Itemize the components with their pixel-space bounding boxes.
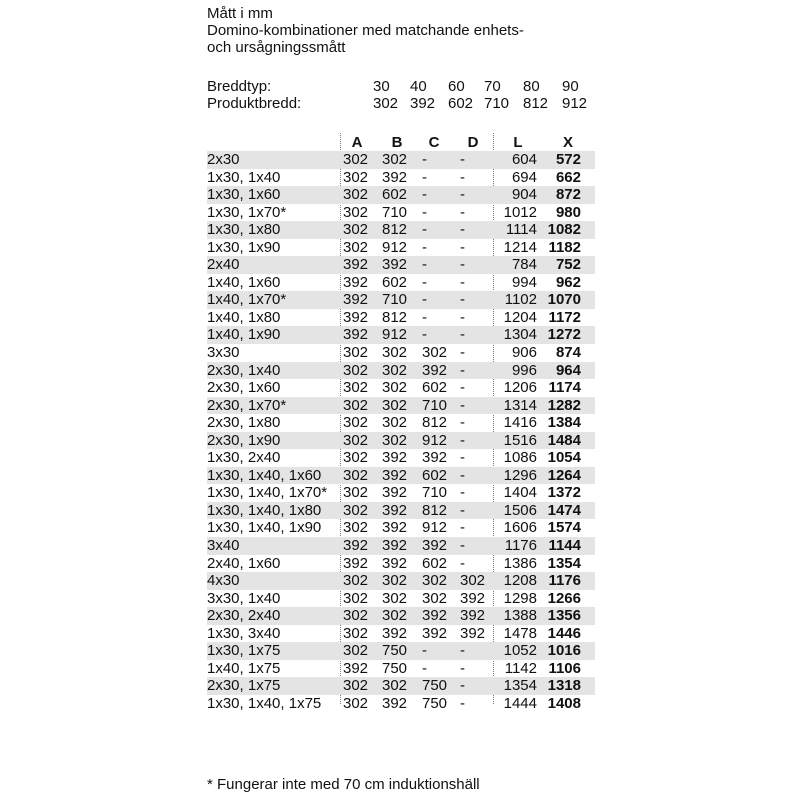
- table-row: [207, 291, 595, 309]
- cell-b: 302: [382, 431, 408, 449]
- cell-a: 392: [343, 537, 369, 555]
- cell-c: -: [422, 186, 427, 204]
- cell-x: 1082: [547, 221, 581, 239]
- width-type-value: 60: [448, 78, 465, 95]
- cell-b: 302: [382, 361, 408, 379]
- cell-c: 602: [422, 466, 448, 484]
- cell-d: 392: [460, 607, 486, 625]
- cell-x: 1474: [547, 501, 581, 519]
- cell-l: 1086: [503, 449, 537, 467]
- header-b: B: [391, 134, 403, 151]
- cell-d: -: [460, 238, 465, 256]
- cell-b: 392: [382, 624, 408, 642]
- cell-name: 1x30, 1x40, 1x80: [207, 501, 322, 519]
- cell-name: 3x30, 1x40: [207, 589, 281, 607]
- cell-l: 1102: [504, 291, 537, 309]
- cell-name: 2x30, 1x90: [207, 431, 281, 449]
- cell-a: 302: [343, 414, 369, 432]
- product-width-value: 912: [562, 95, 588, 112]
- cell-l: 1478: [503, 624, 537, 642]
- cell-d: -: [460, 554, 465, 572]
- cell-d: -: [460, 519, 465, 537]
- cell-l: 1204: [503, 308, 537, 326]
- cell-a: 392: [343, 256, 369, 274]
- table-row: [207, 309, 595, 327]
- cell-l: 1176: [504, 537, 537, 555]
- table-row: [207, 221, 595, 239]
- cell-c: -: [422, 203, 427, 221]
- table-row: [207, 204, 595, 222]
- cell-c: -: [422, 273, 427, 291]
- cell-d: -: [460, 151, 465, 168]
- cell-a: 302: [343, 677, 369, 695]
- cell-c: 912: [422, 519, 448, 537]
- cell-x: 1372: [547, 484, 581, 502]
- cell-c: -: [422, 326, 427, 344]
- cell-d: -: [460, 379, 465, 397]
- cell-name: 1x30, 1x70*: [207, 203, 287, 221]
- product-width-value: 392: [410, 95, 436, 112]
- cell-b: 302: [382, 607, 408, 625]
- cell-l: 1052: [503, 642, 537, 660]
- cell-c: 392: [422, 537, 448, 555]
- table-row: [207, 484, 595, 502]
- cell-a: 392: [343, 326, 369, 344]
- cell-d: -: [460, 344, 465, 362]
- cell-d: -: [460, 396, 465, 414]
- cell-x: 752: [555, 256, 581, 274]
- cell-b: 750: [382, 659, 408, 677]
- cell-x: 1384: [547, 414, 581, 432]
- cell-c: 392: [422, 607, 448, 625]
- cell-l: 1386: [503, 554, 537, 572]
- cell-l: 1114: [505, 221, 537, 239]
- cell-a: 302: [343, 484, 369, 502]
- cell-c: 750: [422, 677, 448, 695]
- cell-x: 1016: [547, 642, 581, 660]
- table-row: [207, 572, 595, 590]
- cell-l: 1206: [503, 379, 537, 397]
- product-width-label: Produktbredd:: [207, 95, 302, 112]
- cell-l: 1314: [503, 396, 537, 414]
- cell-c: -: [422, 151, 427, 168]
- cell-l: 1388: [503, 607, 537, 625]
- cell-a: 392: [343, 659, 369, 677]
- cell-a: 302: [343, 624, 369, 642]
- cell-name: 2x40: [207, 256, 240, 274]
- cell-c: 602: [422, 554, 448, 572]
- width-summary: [207, 78, 607, 112]
- cell-d: -: [460, 186, 465, 204]
- product-width-row: [207, 95, 607, 112]
- cell-d: -: [460, 414, 465, 432]
- cell-name: 2x40, 1x60: [207, 554, 281, 572]
- cell-name: 1x30, 1x90: [207, 238, 281, 256]
- cell-name: 1x30, 2x40: [207, 449, 281, 467]
- product-width-value: 302: [373, 95, 399, 112]
- cell-name: 2x30, 1x75: [207, 677, 281, 695]
- cell-name: 4x30: [207, 572, 240, 590]
- cell-c: 392: [422, 361, 448, 379]
- cell-name: 2x30, 1x70*: [207, 396, 287, 414]
- table-row: [207, 625, 595, 643]
- cell-b: 750: [382, 642, 408, 660]
- cell-b: 302: [382, 151, 408, 168]
- cell-b: 302: [382, 572, 408, 590]
- cell-d: -: [460, 694, 465, 712]
- cell-c: 750: [422, 694, 448, 712]
- cell-x: 1182: [548, 238, 581, 256]
- table-row: [207, 677, 595, 695]
- units-note: Mått i mm: [207, 5, 273, 22]
- table-row: [207, 502, 595, 520]
- cell-name: 1x30, 1x40, 1x75: [207, 694, 322, 712]
- cell-name: 2x30, 1x60: [207, 379, 281, 397]
- cell-b: 912: [382, 326, 408, 344]
- cell-c: -: [422, 659, 427, 677]
- cell-b: 392: [382, 554, 408, 572]
- cell-l: 1208: [503, 572, 537, 590]
- cell-x: 572: [555, 151, 581, 168]
- combination-table: [207, 133, 595, 713]
- cell-c: 302: [422, 344, 448, 362]
- cell-b: 392: [382, 694, 408, 712]
- cell-l: 784: [511, 256, 537, 274]
- table-row: [207, 555, 595, 573]
- cell-a: 302: [343, 379, 369, 397]
- cell-x: 1446: [547, 624, 581, 642]
- cell-a: 302: [343, 361, 369, 379]
- table-row: [207, 449, 595, 467]
- table-row: [207, 326, 595, 344]
- cell-l: 1416: [503, 414, 537, 432]
- cell-c: 392: [422, 449, 448, 467]
- table-row: [207, 607, 595, 625]
- table-body: [207, 151, 595, 713]
- cell-a: 392: [343, 273, 369, 291]
- cell-x: 1176: [548, 572, 581, 590]
- cell-d: -: [460, 273, 465, 291]
- cell-a: 302: [343, 344, 369, 362]
- cell-x: 1070: [547, 291, 581, 309]
- cell-d: -: [460, 361, 465, 379]
- cell-a: 302: [343, 694, 369, 712]
- cell-d: -: [460, 326, 465, 344]
- cell-a: 302: [343, 572, 369, 590]
- cell-a: 392: [343, 308, 369, 326]
- cell-d: -: [460, 466, 465, 484]
- table-row: [207, 590, 595, 608]
- cell-name: 3x40: [207, 537, 240, 555]
- table-row: [207, 519, 595, 537]
- cell-c: -: [422, 291, 427, 309]
- cell-l: 1404: [503, 484, 537, 502]
- cell-name: 1x40, 1x70*: [207, 291, 287, 309]
- cell-c: 302: [422, 572, 448, 590]
- cell-l: 694: [511, 168, 537, 186]
- cell-b: 392: [382, 449, 408, 467]
- cell-c: 602: [422, 379, 448, 397]
- cell-l: 1296: [503, 466, 537, 484]
- cell-d: -: [460, 484, 465, 502]
- cell-a: 302: [343, 589, 369, 607]
- cell-l: 1516: [503, 431, 537, 449]
- cell-x: 1574: [547, 519, 581, 537]
- width-type-value: 70: [484, 78, 501, 95]
- cell-x: 1144: [548, 537, 581, 555]
- cell-c: -: [422, 221, 427, 239]
- cell-l: 1304: [503, 326, 537, 344]
- cell-name: 1x30, 1x80: [207, 221, 281, 239]
- table-row: [207, 256, 595, 274]
- width-type-value: 30: [373, 78, 390, 95]
- width-type-value: 40: [410, 78, 427, 95]
- cell-x: 980: [555, 203, 581, 221]
- table-header-row: [207, 133, 595, 151]
- table-row: [207, 537, 595, 555]
- cell-l: 996: [511, 361, 537, 379]
- cell-b: 302: [382, 396, 408, 414]
- cell-a: 302: [343, 186, 369, 204]
- header-c: C: [428, 134, 440, 151]
- cell-c: -: [422, 238, 427, 256]
- cell-name: 2x30, 1x80: [207, 414, 281, 432]
- cell-a: 302: [343, 168, 369, 186]
- cell-a: 302: [343, 431, 369, 449]
- description-line-1: Domino-kombinationer med matchande enhets-: [207, 22, 524, 39]
- cell-l: 1012: [503, 203, 537, 221]
- product-width-value: 812: [523, 95, 549, 112]
- cell-d: -: [460, 308, 465, 326]
- cell-b: 710: [382, 291, 408, 309]
- cell-x: 1272: [547, 326, 581, 344]
- cell-d: -: [460, 203, 465, 221]
- cell-name: 1x40, 1x90: [207, 326, 281, 344]
- cell-x: 1408: [547, 694, 581, 712]
- cell-b: 392: [382, 466, 408, 484]
- cell-c: -: [422, 256, 427, 274]
- cell-b: 602: [382, 273, 408, 291]
- width-type-label: Breddtyp:: [207, 78, 272, 95]
- cell-d: -: [460, 537, 465, 555]
- header-d: D: [467, 134, 479, 151]
- cell-a: 302: [343, 151, 369, 168]
- cell-l: 1444: [503, 694, 537, 712]
- cell-d: -: [460, 221, 465, 239]
- product-width-value: 602: [448, 95, 474, 112]
- cell-l: 1354: [503, 677, 537, 695]
- cell-x: 962: [555, 273, 581, 291]
- cell-l: 1506: [503, 501, 537, 519]
- cell-x: 1282: [547, 396, 581, 414]
- cell-d: -: [460, 256, 465, 274]
- footnote: * Fungerar inte med 70 cm induktionshäll: [207, 776, 480, 793]
- cell-name: 1x40, 1x75: [207, 659, 281, 677]
- cell-c: -: [422, 168, 427, 186]
- cell-b: 302: [382, 344, 408, 362]
- table-row: [207, 467, 595, 485]
- table-row: [207, 379, 595, 397]
- table-row: [207, 695, 595, 713]
- cell-name: 1x30, 3x40: [207, 624, 281, 642]
- cell-name: 2x30: [207, 151, 240, 168]
- table-row: [207, 362, 595, 380]
- cell-l: 1298: [503, 589, 537, 607]
- cell-name: 2x30, 1x40: [207, 361, 281, 379]
- cell-l: 1142: [504, 659, 537, 677]
- cell-a: 302: [343, 501, 369, 519]
- cell-x: 1264: [547, 466, 581, 484]
- cell-d: -: [460, 291, 465, 309]
- width-type-value: 90: [562, 78, 579, 95]
- cell-d: -: [460, 449, 465, 467]
- header-a: A: [351, 134, 363, 151]
- cell-a: 302: [343, 203, 369, 221]
- cell-a: 302: [343, 519, 369, 537]
- cell-x: 1266: [547, 589, 581, 607]
- cell-l: 1214: [503, 238, 537, 256]
- cell-a: 392: [343, 554, 369, 572]
- cell-d: 392: [460, 624, 486, 642]
- cell-d: 392: [460, 589, 486, 607]
- cell-name: 1x40, 1x60: [207, 273, 281, 291]
- cell-b: 912: [382, 238, 408, 256]
- cell-a: 302: [343, 396, 369, 414]
- cell-b: 812: [382, 221, 408, 239]
- cell-b: 392: [382, 168, 408, 186]
- cell-x: 1172: [548, 308, 581, 326]
- table-row: [207, 186, 595, 204]
- width-type-row: [207, 78, 607, 95]
- cell-d: -: [460, 168, 465, 186]
- table-row: [207, 274, 595, 292]
- cell-name: 3x30: [207, 344, 240, 362]
- cell-x: 1106: [548, 659, 581, 677]
- table-row: [207, 239, 595, 257]
- cell-name: 1x30, 1x40, 1x70*: [207, 484, 328, 502]
- cell-b: 392: [382, 519, 408, 537]
- cell-x: 1484: [547, 431, 581, 449]
- cell-c: 710: [422, 396, 448, 414]
- table-row: [207, 642, 595, 660]
- cell-d: -: [460, 677, 465, 695]
- header-l: L: [513, 134, 523, 151]
- table-row: [207, 432, 595, 450]
- cell-c: 710: [422, 484, 448, 502]
- cell-l: 1606: [503, 519, 537, 537]
- cell-x: 662: [555, 168, 581, 186]
- cell-name: 1x30, 1x75: [207, 642, 281, 660]
- cell-l: 906: [511, 344, 537, 362]
- cell-a: 302: [343, 607, 369, 625]
- cell-b: 602: [382, 186, 408, 204]
- cell-a: 302: [343, 642, 369, 660]
- cell-c: 812: [422, 501, 448, 519]
- cell-c: 812: [422, 414, 448, 432]
- cell-x: 1054: [547, 449, 581, 467]
- cell-d: -: [460, 431, 465, 449]
- table-row: [207, 660, 595, 678]
- cell-name: 1x40, 1x80: [207, 308, 281, 326]
- cell-b: 812: [382, 308, 408, 326]
- cell-a: 302: [343, 466, 369, 484]
- description-line-2: och ursågningssmått: [207, 39, 346, 56]
- cell-a: 302: [343, 238, 369, 256]
- cell-name: 1x30, 1x40, 1x60: [207, 466, 322, 484]
- cell-b: 392: [382, 537, 408, 555]
- cell-b: 302: [382, 379, 408, 397]
- cell-x: 872: [555, 186, 581, 204]
- cell-b: 392: [382, 484, 408, 502]
- cell-c: 912: [422, 431, 448, 449]
- cell-name: 1x30, 1x60: [207, 186, 281, 204]
- width-type-value: 80: [523, 78, 540, 95]
- table-row: [207, 397, 595, 415]
- product-width-value: 710: [484, 95, 510, 112]
- cell-x: 1356: [547, 607, 581, 625]
- cell-a: 302: [343, 449, 369, 467]
- cell-name: 1x30, 1x40: [207, 168, 281, 186]
- header-x: X: [562, 134, 573, 151]
- table-row: [207, 169, 595, 187]
- cell-a: 392: [343, 291, 369, 309]
- cell-b: 302: [382, 414, 408, 432]
- cell-name: 1x30, 1x40, 1x90: [207, 519, 322, 537]
- cell-b: 392: [382, 256, 408, 274]
- cell-d: -: [460, 501, 465, 519]
- cell-c: 302: [422, 589, 448, 607]
- cell-x: 1318: [547, 677, 581, 695]
- cell-d: -: [460, 642, 465, 660]
- cell-x: 874: [555, 344, 581, 362]
- cell-l: 904: [511, 186, 537, 204]
- cell-l: 994: [511, 273, 537, 291]
- table-row: [207, 151, 595, 169]
- cell-b: 392: [382, 501, 408, 519]
- cell-name: 2x30, 2x40: [207, 607, 281, 625]
- cell-l: 604: [511, 151, 537, 168]
- cell-c: -: [422, 308, 427, 326]
- cell-d: -: [460, 659, 465, 677]
- intro-block: [207, 5, 524, 56]
- table-row: [207, 414, 595, 432]
- cell-b: 302: [382, 589, 408, 607]
- cell-a: 302: [343, 221, 369, 239]
- cell-d: 302: [460, 572, 486, 590]
- cell-x: 1174: [548, 379, 581, 397]
- cell-c: 392: [422, 624, 448, 642]
- cell-c: -: [422, 642, 427, 660]
- cell-x: 964: [555, 361, 581, 379]
- table-row: [207, 344, 595, 362]
- cell-b: 710: [382, 203, 408, 221]
- cell-b: 302: [382, 677, 408, 695]
- cell-x: 1354: [547, 554, 581, 572]
